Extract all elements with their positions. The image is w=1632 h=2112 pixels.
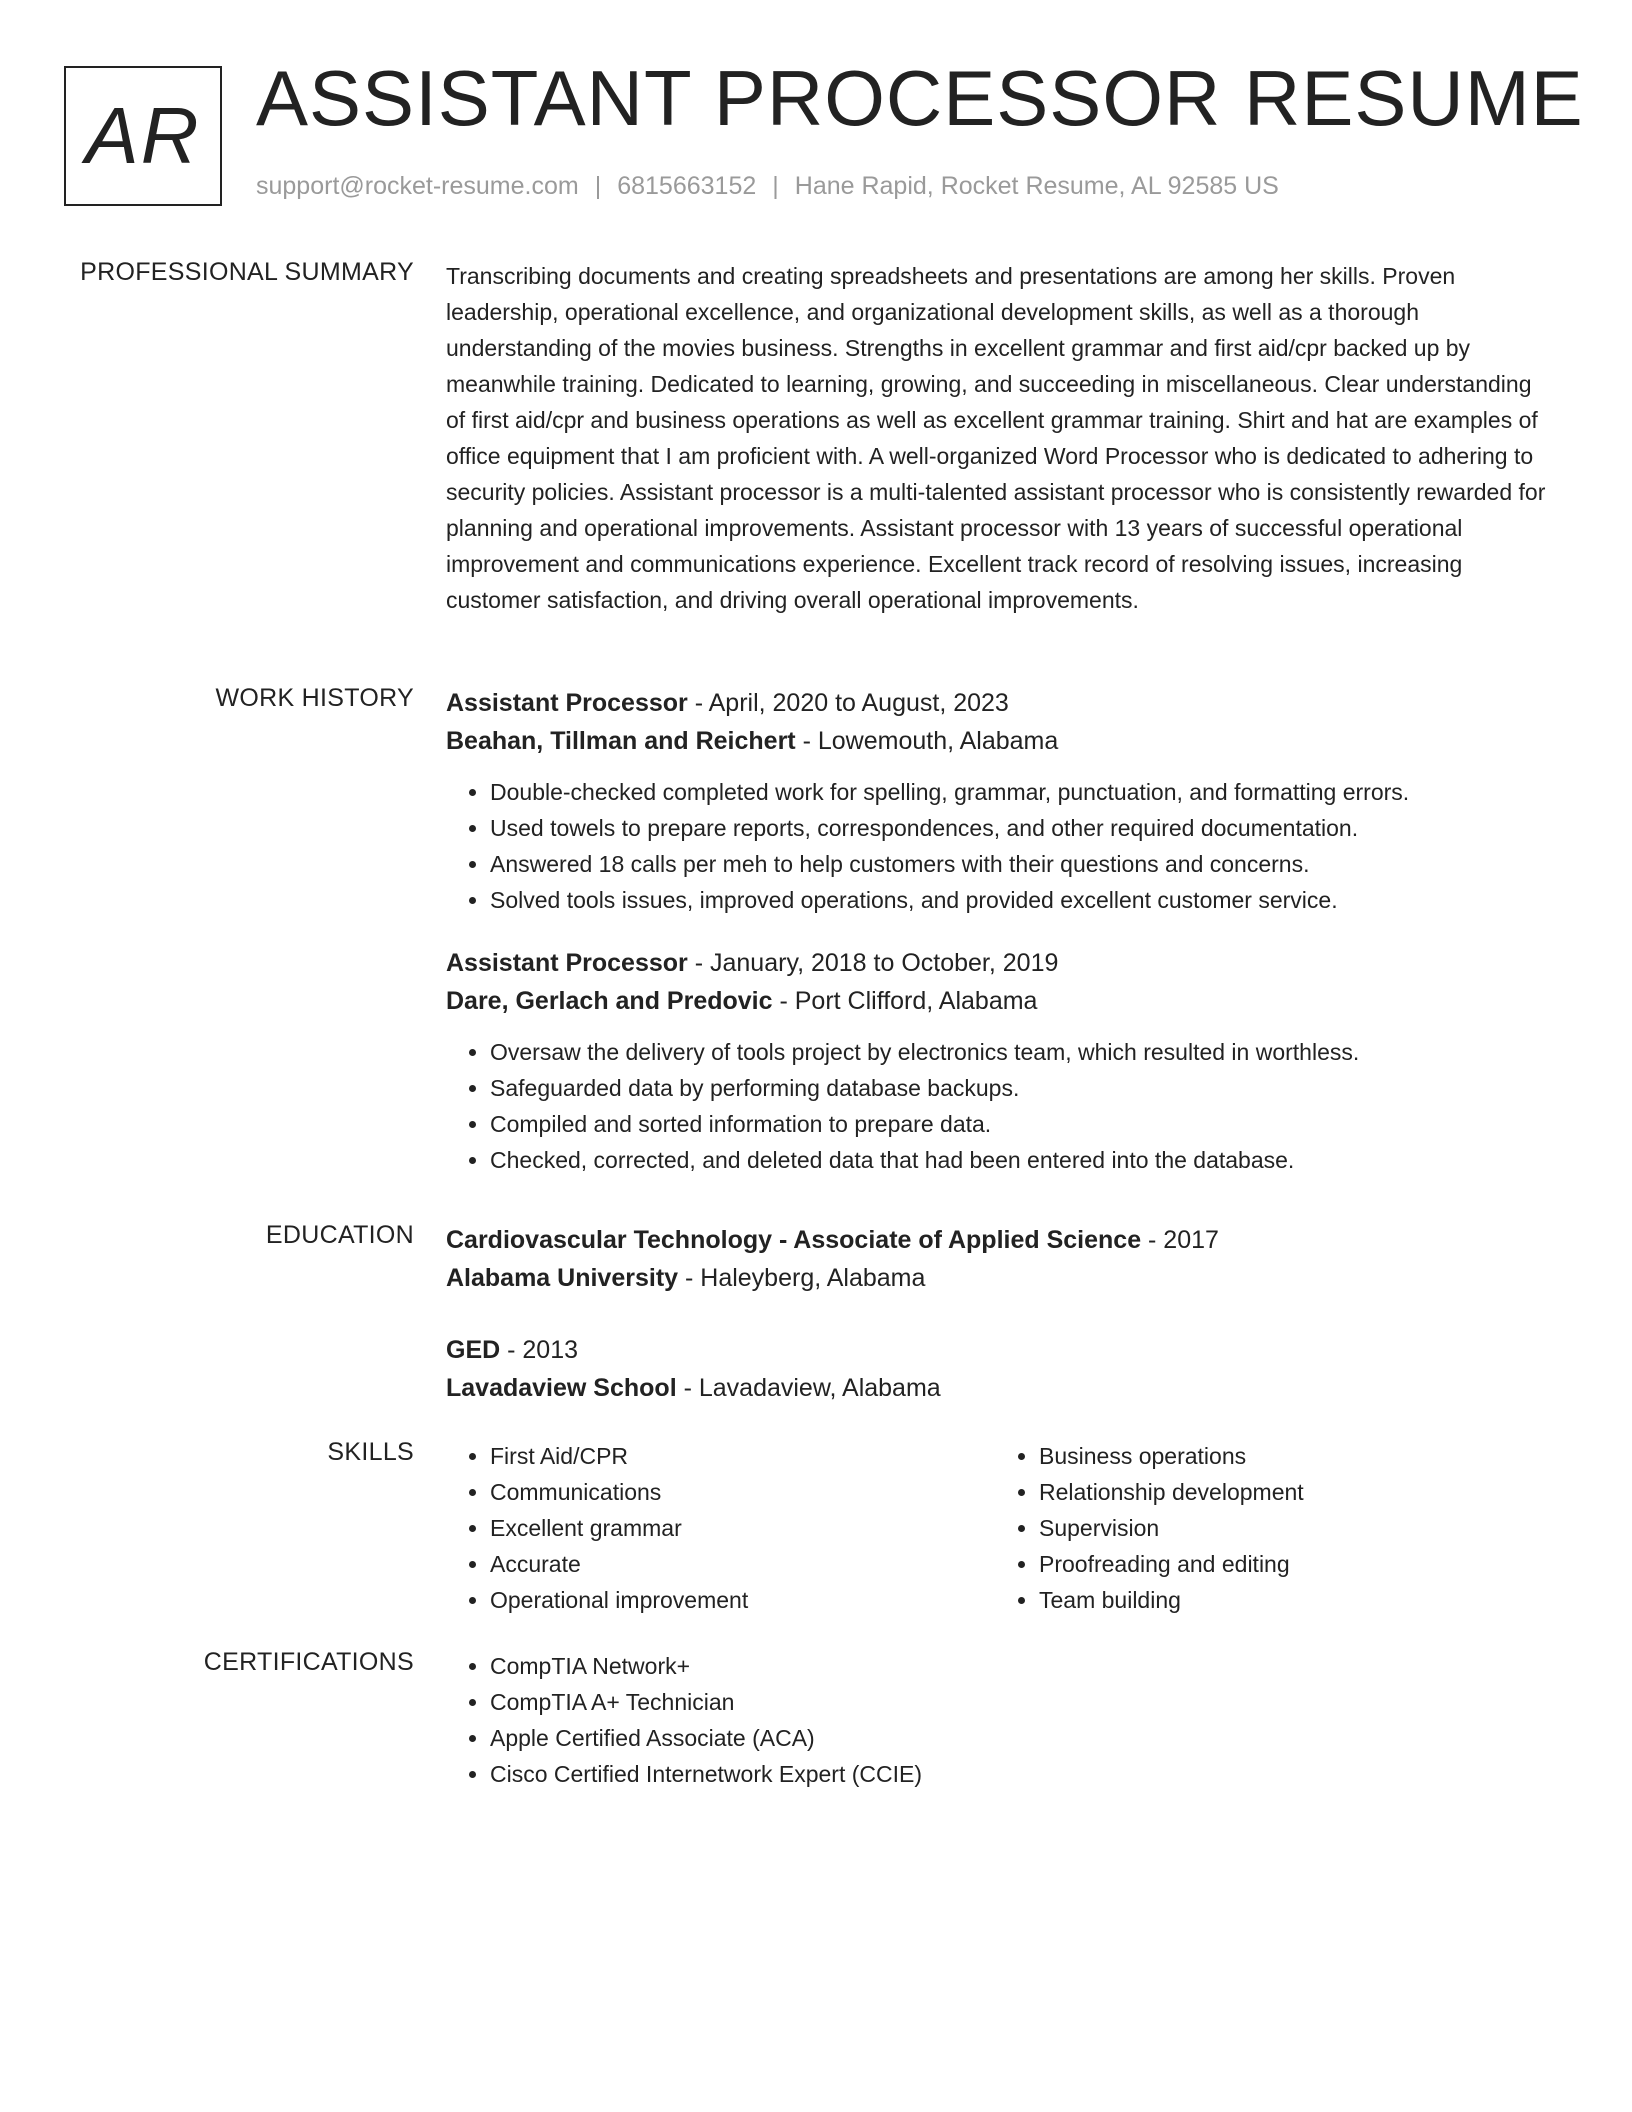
skill-item: • First Aid/CPR — [490, 1438, 995, 1474]
job-entry — [446, 944, 1556, 1178]
skill-item: • Relationship development — [1039, 1474, 1544, 1510]
certifications-body — [446, 1648, 1556, 1792]
job-bullets — [446, 1034, 1556, 1178]
skill-item: • Proofreading and editing — [1039, 1546, 1544, 1582]
job-title-line — [446, 684, 1556, 722]
monogram-badge — [64, 66, 222, 206]
contact-line — [256, 172, 1279, 201]
job-bullet: • Answered 18 calls per meh to help customers with their questions and concerns. — [490, 846, 1556, 882]
job-bullet: • Safeguarded data by performing database backups. — [490, 1070, 1556, 1106]
job-bullets — [446, 774, 1556, 918]
certifications-list — [446, 1648, 1556, 1792]
contact-separator: | — [772, 172, 779, 200]
education-school: Lavadaview School — [446, 1374, 677, 1402]
job-location: - Port Clifford, Alabama — [772, 987, 1038, 1015]
education-body — [446, 1221, 1556, 1407]
job-title: Assistant Processor — [446, 689, 688, 717]
education-degree-line — [446, 1221, 1556, 1259]
skills-list-right — [995, 1438, 1544, 1618]
job-bullet: • Oversaw the delivery of tools project by electronics team, which resulted in worthless. — [490, 1034, 1556, 1070]
skill-item: • Communications — [490, 1474, 995, 1510]
job-company: Beahan, Tillman and Reichert — [446, 727, 796, 755]
job-bullet: • Used towels to prepare reports, correspondences, and other required documentation. — [490, 810, 1556, 846]
education-school-line — [446, 1259, 1556, 1297]
job-bullet: • Double-checked completed work for spelling, grammar, punctuation, and formatting errors. — [490, 774, 1556, 810]
monogram-initials: AR — [85, 91, 201, 180]
education-degree: Cardiovascular Technology - Associate of Applied Science — [446, 1226, 1142, 1254]
work-body — [446, 684, 1556, 1178]
skill-item: • Supervision — [1039, 1510, 1544, 1546]
job-company-line — [446, 722, 1556, 760]
job-bullet: • Solved tools issues, improved operations, and provided excellent customer service. — [490, 882, 1556, 918]
job-title: Assistant Processor — [446, 949, 688, 977]
education-degree: GED — [446, 1336, 501, 1364]
job-dates: - April, 2020 to August, 2023 — [687, 689, 1009, 717]
education-year: - 2017 — [1141, 1226, 1219, 1254]
certification-item: • Apple Certified Associate (ACA) — [490, 1720, 1556, 1756]
skills-list-left — [446, 1438, 995, 1618]
section-label-work: WORK HISTORY — [215, 684, 414, 712]
job-entry — [446, 684, 1556, 918]
job-bullet: • Checked, corrected, and deleted data that had been entered into the database. — [490, 1142, 1556, 1178]
job-company-line — [446, 982, 1556, 1020]
certification-item: • CompTIA A+ Technician — [490, 1684, 1556, 1720]
education-location: - Lavadaview, Alabama — [676, 1374, 941, 1402]
certification-item: • Cisco Certified Internetwork Expert (CCIE) — [490, 1756, 1556, 1792]
contact-separator: | — [594, 172, 602, 200]
skill-item: • Accurate — [490, 1546, 995, 1582]
education-degree-line — [446, 1331, 1556, 1369]
section-label-skills: SKILLS — [327, 1438, 414, 1466]
skills-body — [446, 1438, 1556, 1618]
education-school-line — [446, 1369, 1556, 1407]
certification-item: • CompTIA Network+ — [490, 1648, 1556, 1684]
summary-body — [446, 258, 1556, 618]
education-entry — [446, 1331, 1556, 1407]
section-label-summary: PROFESSIONAL SUMMARY — [80, 258, 414, 286]
skill-item: • Operational improvement — [490, 1582, 995, 1618]
skill-item: • Excellent grammar — [490, 1510, 995, 1546]
skills-columns — [446, 1438, 1556, 1618]
job-bullet: • Compiled and sorted information to prepare data. — [490, 1106, 1556, 1142]
education-location: - Haleyberg, Alabama — [678, 1264, 926, 1292]
summary-text: Transcribing documents and creating spreadsheets and presentations are among her skills. Proven leadership, operational excellence, and organizational development skills, as well as a thorough understanding of the movies business. Strengths in excellent grammar and first aid/cpr backed up by meanwhile training. Dedicated to learning, growing, and succeeding in miscellaneous. Clear understanding of first aid/cpr and business operations as well as excellent grammar training. Shirt and hat are examples of office equipment that I am proficient with. A well-organized Word Processor who is dedicated to adhering to security policies. Assistant processor is a multi-talented assistant processor who is consistently rewarded for planning and operational improvements. Assistant processor with 13 years of successful operational improvement and communications experience. Excellent track record of resolving issues, increasing customer satisfaction, and driving overall operational improvements. — [446, 263, 1546, 613]
job-location: - Lowemouth, Alabama — [795, 727, 1059, 755]
job-company: Dare, Gerlach and Predovic — [446, 987, 773, 1015]
section-label-education: EDUCATION — [265, 1221, 414, 1249]
education-entry — [446, 1221, 1556, 1297]
resume-title: ASSISTANT PROCESSOR RESUME — [256, 54, 1584, 142]
job-dates: - January, 2018 to October, 2019 — [687, 949, 1059, 977]
skill-item: • Team building — [1039, 1582, 1544, 1618]
contact-address: Hane Rapid, Rocket Resume, AL 92585 US — [794, 172, 1279, 200]
skill-item: • Business operations — [1039, 1438, 1544, 1474]
education-school: Alabama University — [446, 1264, 679, 1292]
contact-email[interactable]: support@rocket-resume.com — [256, 172, 579, 200]
job-title-line — [446, 944, 1556, 982]
education-year: - 2013 — [500, 1336, 579, 1364]
section-label-certifications: CERTIFICATIONS — [203, 1648, 414, 1676]
contact-phone[interactable]: 6815663152 — [617, 172, 757, 200]
